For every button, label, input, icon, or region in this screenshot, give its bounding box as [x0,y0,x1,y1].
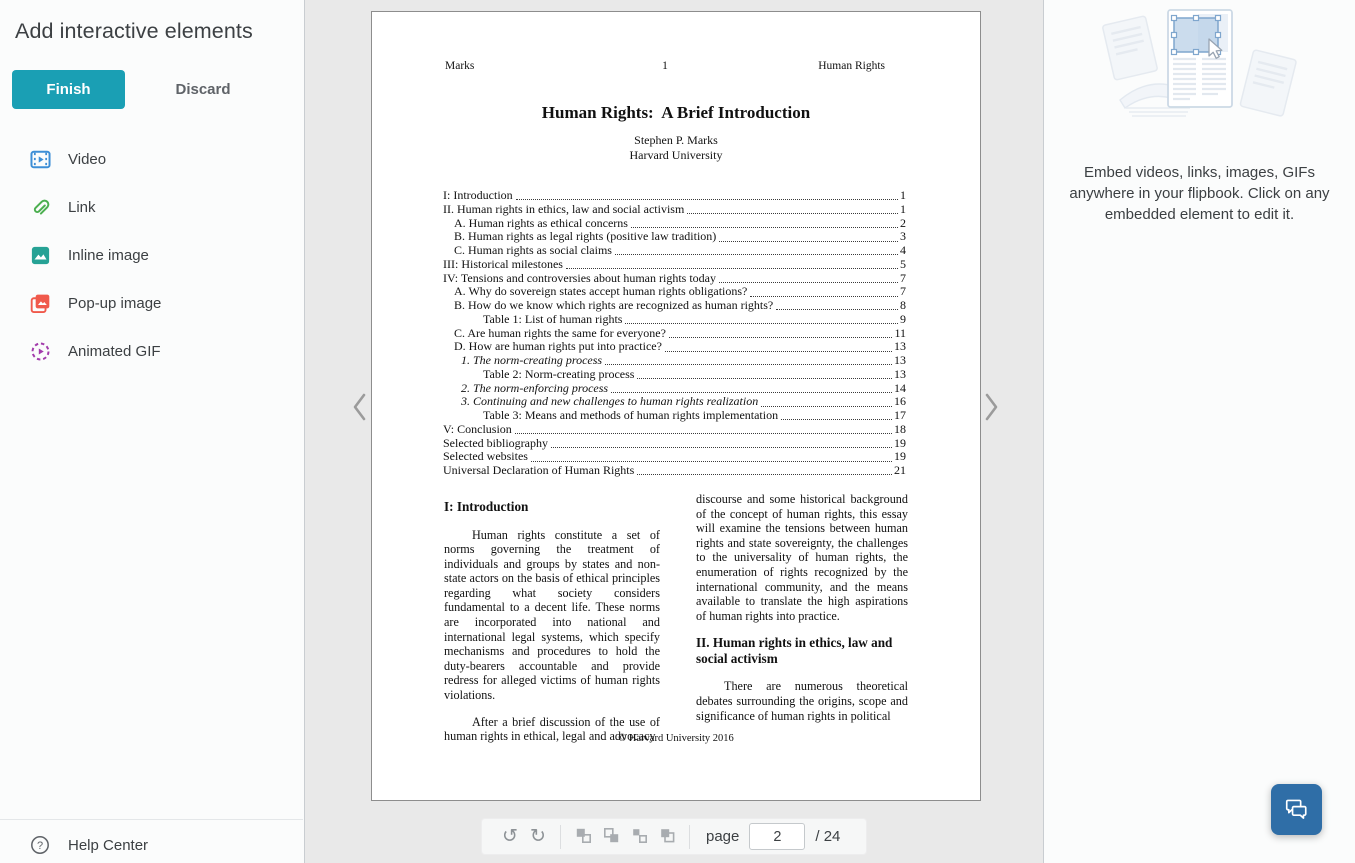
toc-dot-leader [566,268,898,269]
page-total: / 24 [815,828,841,845]
toc-dot-leader [781,419,892,420]
document-title: Human Rights: A Brief Introduction [541,103,811,122]
animated-gif-icon [30,341,51,362]
toc-entry: 2. The norm-enforcing process 14 [461,380,906,395]
discard-button[interactable]: Discard [158,70,248,109]
document-footer: © Harvard University 2016 [618,733,734,744]
page-title: Add interactive elements [15,19,253,43]
toc-dot-leader [625,323,898,324]
divider [560,825,561,849]
divider [0,819,303,820]
toc-dot-leader [669,337,893,338]
document-author: Stephen P. Marks [634,133,718,147]
editor-canvas [306,0,1043,863]
toc-dot-leader [516,199,898,200]
sidebar-item-label: Link [68,198,96,216]
toc-dot-leader [515,433,892,434]
popup-image-icon [30,293,51,314]
sidebar-item-link[interactable] [0,183,303,231]
toc-entry: Table 3: Means and methods of human rights implementation 17 [483,408,906,422]
sidebar [0,0,305,863]
toc-dot-leader [611,392,892,393]
video-icon [30,149,51,170]
header-page-number: 1 [662,60,668,72]
toc-entry: Table 1: List of human rights 9 [483,311,906,326]
bring-forward-button[interactable] [569,823,597,851]
bring-to-front-icon [631,827,648,847]
bring-forward-icon [575,827,592,847]
send-backward-icon [603,827,620,847]
redo-icon: ↻ [530,825,546,847]
divider [689,825,690,849]
toc-entry: D. How are human rights put into practice? 13 [454,339,906,354]
toc-entry: 3. Continuing and new challenges to human rights realization 16 [461,394,906,409]
toc-entry: III: Historical milestones 5 [443,256,906,271]
toc-entry: V: Conclusion 18 [443,421,906,436]
info-text: Embed videos, links, images, GIFs anywhere in your flipbook. Click on any embedded element to edit it. [1069,164,1330,223]
bring-to-front-button[interactable] [625,823,653,851]
toc-dot-leader [665,351,892,352]
sidebar-item-label: Pop-up image [68,294,162,312]
toc-dot-leader [719,282,898,283]
info-panel [1043,0,1355,863]
toc-dot-leader [531,461,892,462]
embed-illustration [1092,4,1307,144]
section-heading: I: Introduction [444,499,529,514]
toc-entry: Universal Declaration of Human Rights 21 [443,463,906,477]
table-of-contents [443,189,906,478]
body-paragraph: discourse and some historical background of the concept of human rights, this essay will examine the tensions between human rights and state sovereignty, the challenges to the universality of human rights, the enumeration of rights recognized by the international community, and the means available to translate the high aspirations of human rights into practice. [696,492,908,623]
sidebar-item-popup-image[interactable] [0,279,303,327]
chevron-right-icon [983,392,1000,425]
toc-entry: C. Are human rights the same for everyone? 11 [454,325,906,340]
undo-button[interactable] [496,823,524,851]
toc-entry: A. Why do sovereign states accept human rights obligations? 7 [454,284,906,299]
toc-entry: C. Human rights as social claims 4 [454,243,906,257]
send-backward-button[interactable] [597,823,625,851]
toc-entry: Selected bibliography 19 [443,435,906,450]
toc-entry: II. Human rights in ethics, law and social activism 1 [443,201,906,216]
redo-button[interactable] [524,823,552,851]
sidebar-item-label: Inline image [68,246,149,264]
toc-dot-leader [776,309,898,310]
sidebar-item-animated-gif[interactable] [0,327,303,375]
chat-icon [1283,795,1310,825]
toc-dot-leader [719,241,898,242]
element-type-list [0,135,303,375]
toc-dot-leader [637,474,892,475]
toc-entry: IV: Tensions and controversies about human rights today 7 [443,270,906,285]
toc-dot-leader [551,447,892,448]
svg-text:?: ? [36,840,44,852]
document-running-header [445,60,885,72]
flipbook-page [371,11,981,801]
section-heading: II. Human rights in ethics, law and social activism [696,635,893,666]
link-icon [30,197,51,218]
document-affiliation: Harvard University [629,147,723,162]
toc-dot-leader [761,406,892,407]
toc-dot-leader [615,254,898,255]
sidebar-item-label: Animated GIF [68,342,161,360]
toc-entry: A. Human rights as ethical concerns 2 [454,215,906,230]
body-paragraph: After a brief discussion of the use of human rights in ethical, legal and advocacy [444,714,660,744]
page-number-input[interactable] [749,823,805,850]
help-icon [30,835,50,855]
inline-image-icon [30,245,51,266]
body-column-left [444,499,660,756]
page-label: page [706,828,740,845]
toc-dot-leader [631,227,898,228]
sidebar-item-inline-image[interactable] [0,231,303,279]
undo-icon: ↺ [502,825,518,847]
body-column-right [696,492,908,756]
toc-entry: Selected websites 19 [443,449,906,464]
chevron-left-icon [351,392,368,425]
help-center-label: Help Center [68,836,149,854]
toc-dot-leader [750,296,898,297]
toc-entry: B. Human rights as legal rights (positive law tradition) 3 [454,229,906,244]
toc-entry: Table 2: Norm-creating process 13 [483,366,906,381]
toc-dot-leader [605,364,892,365]
page-toolbar [481,818,867,855]
toc-dot-leader [637,378,892,379]
sidebar-item-label: Video [68,150,107,168]
body-paragraph: Human rights constitute a set of norms governing the treatment of individuals and groups by states and non-state actors on the basis of ethical principles regarding what society considers fundamental to a decent life. These norms are incorporated into national and international legal systems, which specify mechanisms and procedures to hold the duty-bearers accountable and provide redress for alleged victims of human rights violations. [444,527,660,703]
header-author: Marks [445,60,475,72]
sidebar-item-video[interactable] [0,135,303,183]
send-to-back-button[interactable] [653,823,681,851]
finish-button[interactable]: Finish [12,70,125,109]
document-body [444,492,908,756]
help-center-link[interactable] [30,831,148,859]
send-to-back-icon [659,827,676,847]
header-topic: Human Rights [818,60,886,72]
toc-entry: I: Introduction 1 [443,188,906,202]
toc-dot-leader [687,213,898,214]
chat-button[interactable] [1271,784,1322,835]
toc-entry: B. How do we know which rights are recognized as human rights? 8 [454,298,906,312]
body-paragraph: There are numerous theoretical debates surrounding the origins, scope and significance of human rights in political [696,679,908,723]
prev-page-button[interactable] [344,386,374,430]
toc-entry: 1. The norm-creating process 13 [461,353,906,367]
